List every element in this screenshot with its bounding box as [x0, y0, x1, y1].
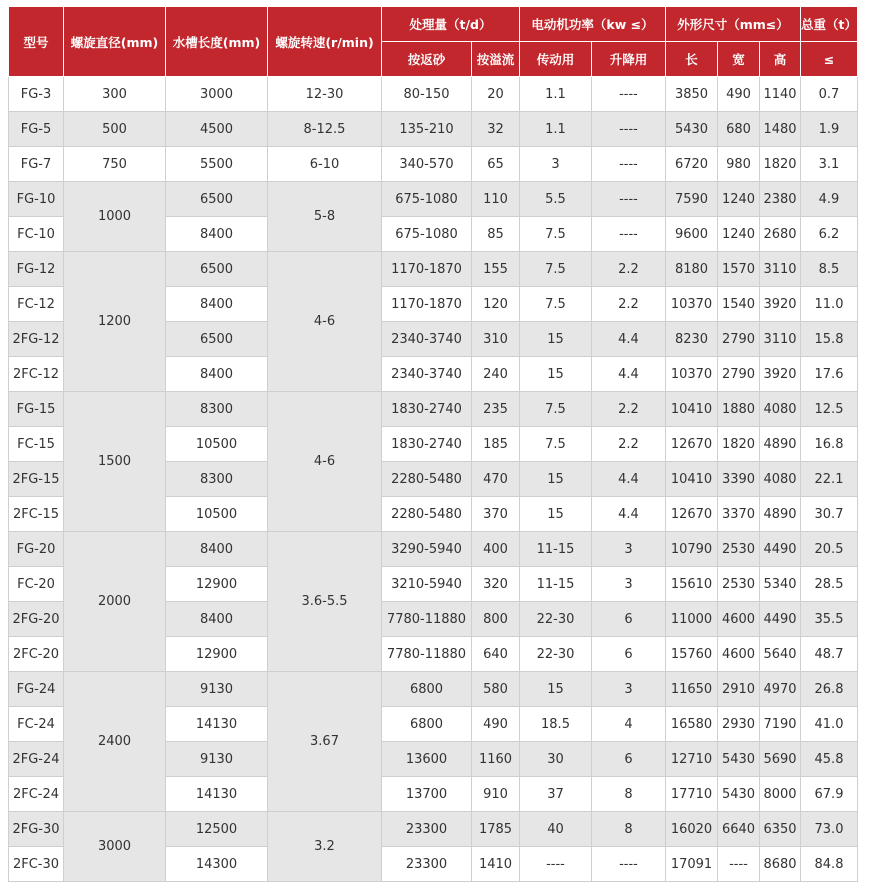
header-power-lift: 升降用 [592, 42, 666, 77]
cell-weight: 73.0 [801, 812, 858, 847]
cell-capacity-overflow: 110 [472, 182, 520, 217]
cell-capacity-sand: 23300 [382, 847, 472, 882]
cell-model: 2FC-24 [9, 777, 64, 812]
cell-dim-length: 15610 [666, 567, 718, 602]
cell-screw-speed: 5-8 [268, 182, 382, 252]
cell-dim-length: 12670 [666, 497, 718, 532]
cell-weight: 35.5 [801, 602, 858, 637]
cell-power-lift: 4.4 [592, 497, 666, 532]
cell-dim-width: 2530 [718, 532, 760, 567]
cell-capacity-sand: 13600 [382, 742, 472, 777]
cell-capacity-sand: 80-150 [382, 77, 472, 112]
cell-capacity-overflow: 85 [472, 217, 520, 252]
cell-model: 2FG-20 [9, 602, 64, 637]
cell-power-drive: 22-30 [520, 637, 592, 672]
table-row [9, 112, 858, 147]
cell-dim-height: 6350 [760, 812, 801, 847]
cell-dim-length: 17091 [666, 847, 718, 882]
cell-capacity-sand: 2340-3740 [382, 322, 472, 357]
spec-table [8, 6, 858, 882]
cell-screw-speed: 3.6-5.5 [268, 532, 382, 672]
table-row [9, 147, 858, 182]
header-weight-unit: ≤ [801, 42, 858, 77]
cell-capacity-sand: 7780-11880 [382, 602, 472, 637]
cell-trough-length: 8400 [166, 532, 268, 567]
cell-power-drive: 15 [520, 357, 592, 392]
cell-capacity-overflow: 235 [472, 392, 520, 427]
cell-power-drive: 15 [520, 672, 592, 707]
cell-power-lift: 6 [592, 602, 666, 637]
cell-weight: 84.8 [801, 847, 858, 882]
cell-capacity-overflow: 65 [472, 147, 520, 182]
cell-dim-length: 5430 [666, 112, 718, 147]
cell-capacity-sand: 7780-11880 [382, 637, 472, 672]
cell-dim-height: 1480 [760, 112, 801, 147]
cell-trough-length: 6500 [166, 322, 268, 357]
cell-power-drive: 22-30 [520, 602, 592, 637]
cell-screw-speed: 3.67 [268, 672, 382, 812]
cell-model: 2FG-24 [9, 742, 64, 777]
cell-screw-speed: 4-6 [268, 392, 382, 532]
cell-trough-length: 14130 [166, 707, 268, 742]
cell-capacity-sand: 6800 [382, 672, 472, 707]
cell-model: FC-15 [9, 427, 64, 462]
header-model: 型号 [9, 7, 64, 77]
cell-model: 2FG-30 [9, 812, 64, 847]
cell-dim-length: 12710 [666, 742, 718, 777]
cell-power-drive: 40 [520, 812, 592, 847]
cell-dim-height: 4890 [760, 497, 801, 532]
cell-power-lift: 8 [592, 777, 666, 812]
cell-power-lift: ---- [592, 112, 666, 147]
cell-model: FC-20 [9, 567, 64, 602]
cell-dim-width: 1240 [718, 182, 760, 217]
cell-dim-height: 1820 [760, 147, 801, 182]
cell-weight: 17.6 [801, 357, 858, 392]
cell-power-drive: 15 [520, 322, 592, 357]
cell-dim-height: 3920 [760, 357, 801, 392]
cell-dim-length: 10370 [666, 287, 718, 322]
cell-dim-width: 2790 [718, 357, 760, 392]
header-motor-power: 电动机功率（kw ≤） [520, 7, 666, 42]
cell-model: FG-3 [9, 77, 64, 112]
cell-weight: 26.8 [801, 672, 858, 707]
cell-trough-length: 8400 [166, 602, 268, 637]
cell-dim-height: 4490 [760, 602, 801, 637]
cell-model: FG-24 [9, 672, 64, 707]
cell-dim-height: 5690 [760, 742, 801, 777]
cell-power-lift: 6 [592, 742, 666, 777]
cell-dim-width: 5430 [718, 777, 760, 812]
cell-capacity-overflow: 910 [472, 777, 520, 812]
cell-weight: 15.8 [801, 322, 858, 357]
cell-weight: 3.1 [801, 147, 858, 182]
cell-model: 2FC-20 [9, 637, 64, 672]
cell-capacity-overflow: 155 [472, 252, 520, 287]
table-row [9, 672, 858, 707]
cell-dim-width: 2530 [718, 567, 760, 602]
cell-power-lift: 4.4 [592, 322, 666, 357]
cell-dim-height: 4080 [760, 392, 801, 427]
cell-trough-length: 10500 [166, 427, 268, 462]
cell-trough-length: 4500 [166, 112, 268, 147]
cell-power-lift: 2.2 [592, 287, 666, 322]
cell-trough-length: 8300 [166, 462, 268, 497]
cell-capacity-sand: 3290-5940 [382, 532, 472, 567]
cell-power-drive: 7.5 [520, 392, 592, 427]
cell-dim-length: 17710 [666, 777, 718, 812]
cell-power-lift: ---- [592, 147, 666, 182]
cell-model: 2FG-15 [9, 462, 64, 497]
cell-power-lift: 4 [592, 707, 666, 742]
cell-capacity-overflow: 320 [472, 567, 520, 602]
cell-dim-height: 3110 [760, 252, 801, 287]
cell-dim-width: 1540 [718, 287, 760, 322]
cell-dim-length: 16580 [666, 707, 718, 742]
cell-power-drive: 15 [520, 497, 592, 532]
cell-dim-height: 8000 [760, 777, 801, 812]
cell-screw-speed: 8-12.5 [268, 112, 382, 147]
cell-power-lift: 2.2 [592, 252, 666, 287]
cell-screw-diameter: 750 [64, 147, 166, 182]
cell-dim-width: 980 [718, 147, 760, 182]
cell-power-drive: 5.5 [520, 182, 592, 217]
cell-trough-length: 5500 [166, 147, 268, 182]
cell-model: FG-7 [9, 147, 64, 182]
cell-capacity-overflow: 800 [472, 602, 520, 637]
cell-dim-length: 7590 [666, 182, 718, 217]
table-body [9, 77, 858, 882]
cell-dim-width: 1880 [718, 392, 760, 427]
cell-power-drive: 1.1 [520, 77, 592, 112]
cell-dim-length: 10410 [666, 462, 718, 497]
cell-trough-length: 8300 [166, 392, 268, 427]
cell-capacity-overflow: 400 [472, 532, 520, 567]
cell-weight: 8.5 [801, 252, 858, 287]
header-weight: 总重（t） [801, 7, 858, 42]
cell-capacity-sand: 675-1080 [382, 182, 472, 217]
cell-power-drive: 11-15 [520, 532, 592, 567]
cell-power-drive: 30 [520, 742, 592, 777]
cell-weight: 67.9 [801, 777, 858, 812]
cell-weight: 48.7 [801, 637, 858, 672]
cell-dim-width: 490 [718, 77, 760, 112]
cell-screw-diameter: 1000 [64, 182, 166, 252]
cell-dim-height: 7190 [760, 707, 801, 742]
cell-capacity-overflow: 120 [472, 287, 520, 322]
cell-model: FG-10 [9, 182, 64, 217]
cell-weight: 30.7 [801, 497, 858, 532]
cell-dim-width: 2790 [718, 322, 760, 357]
cell-capacity-overflow: 640 [472, 637, 520, 672]
cell-capacity-sand: 2280-5480 [382, 497, 472, 532]
cell-power-lift: ---- [592, 77, 666, 112]
cell-capacity-sand: 23300 [382, 812, 472, 847]
header-capacity: 处理量（t/d） [382, 7, 520, 42]
cell-dim-length: 8230 [666, 322, 718, 357]
header-dimensions: 外形尺寸（mm≤） [666, 7, 801, 42]
cell-power-drive: 18.5 [520, 707, 592, 742]
cell-model: 2FC-12 [9, 357, 64, 392]
cell-dim-height: 3110 [760, 322, 801, 357]
cell-power-lift: 8 [592, 812, 666, 847]
table-header [9, 7, 858, 77]
cell-screw-speed: 3.2 [268, 812, 382, 882]
cell-model: FC-24 [9, 707, 64, 742]
cell-dim-width: 5430 [718, 742, 760, 777]
cell-dim-length: 10410 [666, 392, 718, 427]
cell-dim-length: 16020 [666, 812, 718, 847]
cell-trough-length: 12900 [166, 567, 268, 602]
header-capacity-sand: 按返砂 [382, 42, 472, 77]
cell-dim-width: ---- [718, 847, 760, 882]
cell-dim-width: 3390 [718, 462, 760, 497]
cell-trough-length: 8400 [166, 217, 268, 252]
cell-capacity-overflow: 370 [472, 497, 520, 532]
cell-weight: 0.7 [801, 77, 858, 112]
cell-power-lift: 2.2 [592, 427, 666, 462]
cell-dim-length: 11650 [666, 672, 718, 707]
cell-dim-height: 8680 [760, 847, 801, 882]
cell-capacity-sand: 6800 [382, 707, 472, 742]
cell-dim-height: 2380 [760, 182, 801, 217]
cell-model: 2FC-15 [9, 497, 64, 532]
cell-trough-length: 8400 [166, 357, 268, 392]
cell-trough-length: 6500 [166, 182, 268, 217]
cell-power-lift: ---- [592, 847, 666, 882]
cell-screw-diameter: 500 [64, 112, 166, 147]
cell-capacity-sand: 675-1080 [382, 217, 472, 252]
cell-capacity-overflow: 1785 [472, 812, 520, 847]
cell-screw-speed: 4-6 [268, 252, 382, 392]
cell-power-drive: ---- [520, 847, 592, 882]
cell-weight: 11.0 [801, 287, 858, 322]
cell-weight: 41.0 [801, 707, 858, 742]
table-row [9, 182, 858, 217]
cell-screw-speed: 6-10 [268, 147, 382, 182]
header-trough-length: 水槽长度(mm) [166, 7, 268, 77]
cell-dim-width: 3370 [718, 497, 760, 532]
cell-power-lift: 3 [592, 532, 666, 567]
cell-power-drive: 37 [520, 777, 592, 812]
cell-dim-length: 8180 [666, 252, 718, 287]
cell-screw-diameter: 300 [64, 77, 166, 112]
cell-power-lift: 3 [592, 672, 666, 707]
cell-dim-width: 4600 [718, 637, 760, 672]
cell-dim-width: 2910 [718, 672, 760, 707]
cell-power-lift: 3 [592, 567, 666, 602]
cell-dim-height: 4970 [760, 672, 801, 707]
cell-screw-diameter: 2400 [64, 672, 166, 812]
cell-capacity-sand: 2280-5480 [382, 462, 472, 497]
cell-capacity-sand: 1830-2740 [382, 427, 472, 462]
cell-capacity-overflow: 185 [472, 427, 520, 462]
cell-power-drive: 7.5 [520, 252, 592, 287]
cell-power-drive: 11-15 [520, 567, 592, 602]
cell-screw-diameter: 1200 [64, 252, 166, 392]
table-row [9, 392, 858, 427]
cell-dim-length: 9600 [666, 217, 718, 252]
header-capacity-overflow: 按溢流 [472, 42, 520, 77]
cell-capacity-overflow: 580 [472, 672, 520, 707]
cell-trough-length: 9130 [166, 672, 268, 707]
cell-weight: 4.9 [801, 182, 858, 217]
cell-model: FG-12 [9, 252, 64, 287]
cell-dim-length: 10790 [666, 532, 718, 567]
cell-weight: 22.1 [801, 462, 858, 497]
cell-weight: 6.2 [801, 217, 858, 252]
header-dim-width: 宽 [718, 42, 760, 77]
cell-weight: 20.5 [801, 532, 858, 567]
cell-power-lift: ---- [592, 182, 666, 217]
cell-power-lift: ---- [592, 217, 666, 252]
cell-trough-length: 10500 [166, 497, 268, 532]
cell-weight: 1.9 [801, 112, 858, 147]
cell-power-lift: 2.2 [592, 392, 666, 427]
cell-capacity-sand: 135-210 [382, 112, 472, 147]
cell-dim-width: 1240 [718, 217, 760, 252]
cell-model: FG-20 [9, 532, 64, 567]
cell-dim-length: 11000 [666, 602, 718, 637]
table-row [9, 812, 858, 847]
header-power-drive: 传动用 [520, 42, 592, 77]
cell-screw-diameter: 2000 [64, 532, 166, 672]
cell-weight: 12.5 [801, 392, 858, 427]
cell-capacity-overflow: 32 [472, 112, 520, 147]
cell-weight: 28.5 [801, 567, 858, 602]
cell-power-lift: 4.4 [592, 462, 666, 497]
cell-trough-length: 12500 [166, 812, 268, 847]
cell-power-lift: 6 [592, 637, 666, 672]
cell-power-drive: 15 [520, 462, 592, 497]
cell-dim-width: 2930 [718, 707, 760, 742]
cell-model: FC-10 [9, 217, 64, 252]
cell-dim-height: 4890 [760, 427, 801, 462]
cell-dim-width: 1570 [718, 252, 760, 287]
cell-trough-length: 9130 [166, 742, 268, 777]
cell-dim-length: 12670 [666, 427, 718, 462]
cell-capacity-overflow: 1160 [472, 742, 520, 777]
cell-dim-width: 4600 [718, 602, 760, 637]
header-screw-speed: 螺旋转速(r/min) [268, 7, 382, 77]
cell-capacity-overflow: 20 [472, 77, 520, 112]
cell-dim-height: 1140 [760, 77, 801, 112]
cell-capacity-sand: 2340-3740 [382, 357, 472, 392]
cell-power-drive: 7.5 [520, 427, 592, 462]
cell-capacity-overflow: 470 [472, 462, 520, 497]
cell-weight: 16.8 [801, 427, 858, 462]
cell-capacity-overflow: 490 [472, 707, 520, 742]
cell-dim-height: 4490 [760, 532, 801, 567]
cell-trough-length: 14300 [166, 847, 268, 882]
cell-dim-height: 3920 [760, 287, 801, 322]
cell-trough-length: 3000 [166, 77, 268, 112]
header-dim-length: 长 [666, 42, 718, 77]
cell-dim-length: 6720 [666, 147, 718, 182]
cell-weight: 45.8 [801, 742, 858, 777]
cell-dim-width: 6640 [718, 812, 760, 847]
cell-model: FG-5 [9, 112, 64, 147]
table-row [9, 532, 858, 567]
cell-capacity-overflow: 240 [472, 357, 520, 392]
cell-dim-height: 5640 [760, 637, 801, 672]
cell-power-lift: 4.4 [592, 357, 666, 392]
cell-capacity-sand: 1830-2740 [382, 392, 472, 427]
header-dim-height: 高 [760, 42, 801, 77]
cell-dim-height: 4080 [760, 462, 801, 497]
cell-dim-height: 2680 [760, 217, 801, 252]
table-row [9, 252, 858, 287]
cell-capacity-overflow: 310 [472, 322, 520, 357]
cell-capacity-sand: 3210-5940 [382, 567, 472, 602]
cell-dim-length: 15760 [666, 637, 718, 672]
cell-capacity-sand: 1170-1870 [382, 287, 472, 322]
cell-screw-diameter: 3000 [64, 812, 166, 882]
cell-power-drive: 3 [520, 147, 592, 182]
cell-model: FC-12 [9, 287, 64, 322]
cell-model: 2FG-12 [9, 322, 64, 357]
cell-screw-diameter: 1500 [64, 392, 166, 532]
cell-capacity-overflow: 1410 [472, 847, 520, 882]
cell-screw-speed: 12-30 [268, 77, 382, 112]
cell-dim-width: 1820 [718, 427, 760, 462]
cell-capacity-sand: 13700 [382, 777, 472, 812]
cell-dim-height: 5340 [760, 567, 801, 602]
cell-trough-length: 12900 [166, 637, 268, 672]
cell-model: FG-15 [9, 392, 64, 427]
cell-power-drive: 1.1 [520, 112, 592, 147]
cell-dim-length: 3850 [666, 77, 718, 112]
cell-dim-width: 680 [718, 112, 760, 147]
cell-power-drive: 7.5 [520, 217, 592, 252]
table-row [9, 77, 858, 112]
cell-trough-length: 8400 [166, 287, 268, 322]
cell-dim-length: 10370 [666, 357, 718, 392]
cell-capacity-sand: 1170-1870 [382, 252, 472, 287]
cell-model: 2FC-30 [9, 847, 64, 882]
cell-trough-length: 6500 [166, 252, 268, 287]
cell-power-drive: 7.5 [520, 287, 592, 322]
header-screw-diameter: 螺旋直径(mm) [64, 7, 166, 77]
cell-capacity-sand: 340-570 [382, 147, 472, 182]
cell-trough-length: 14130 [166, 777, 268, 812]
